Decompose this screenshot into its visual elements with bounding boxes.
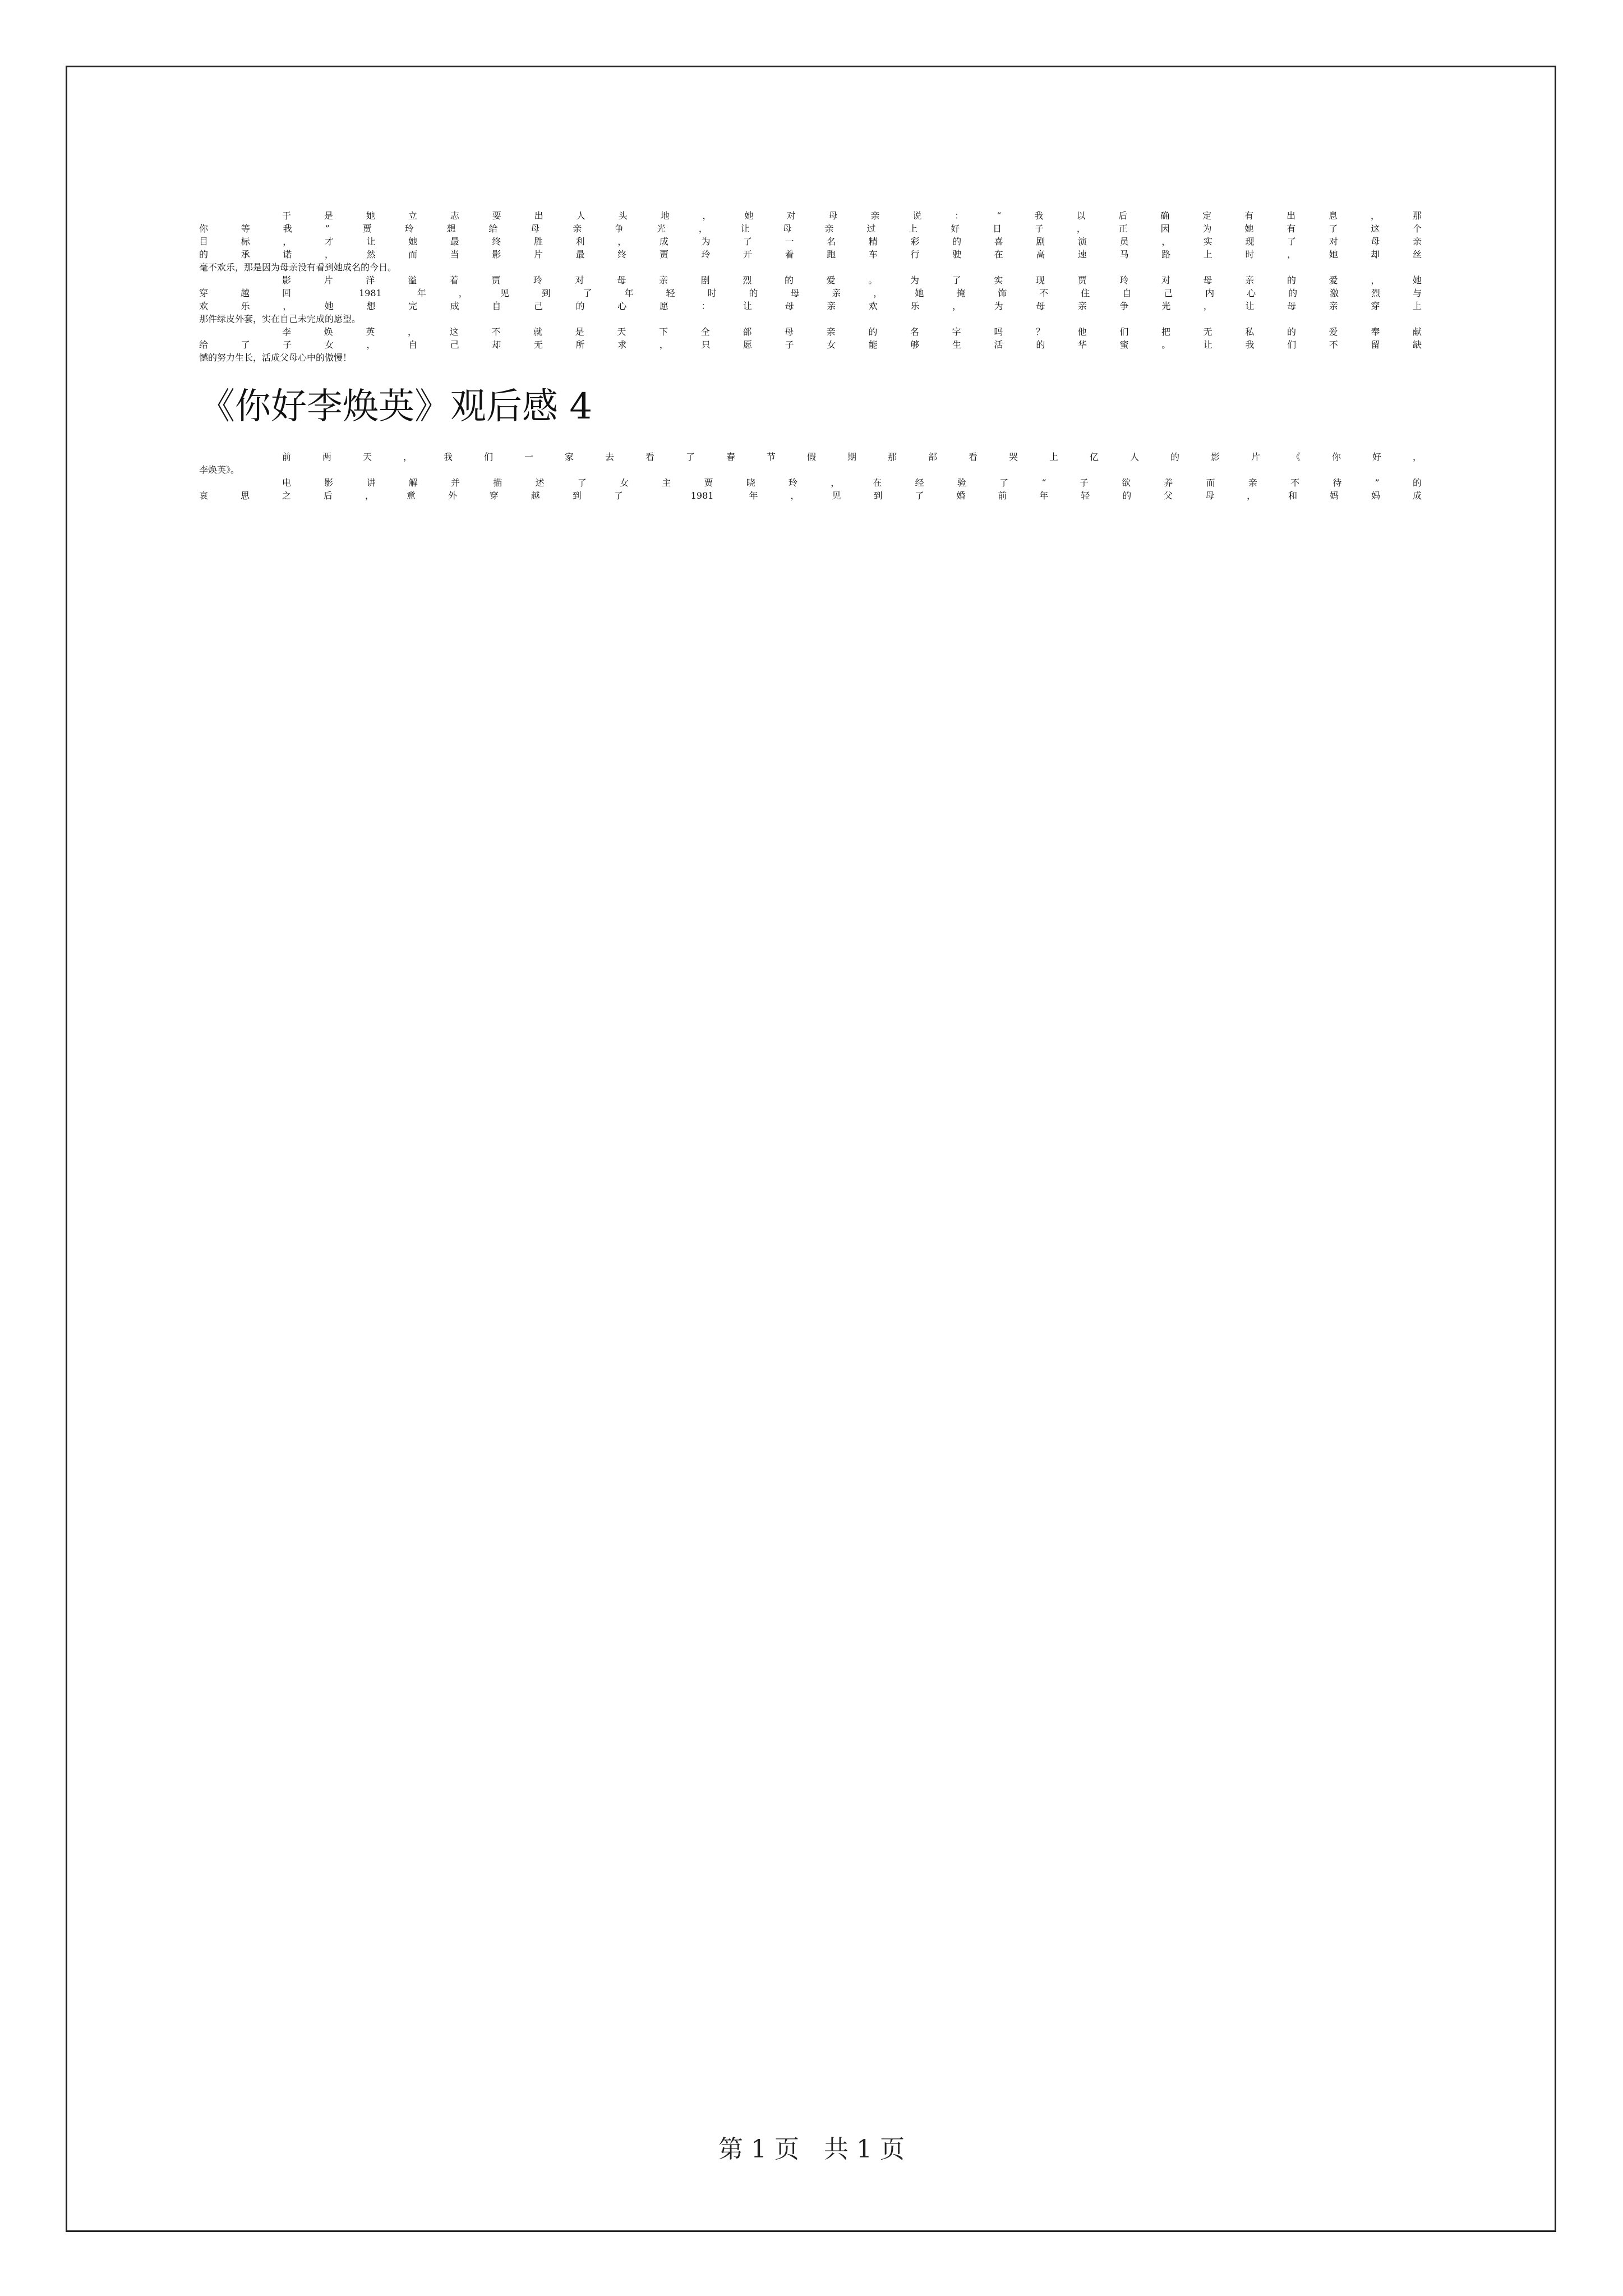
paragraph	[199, 273, 1422, 325]
paragraph	[199, 476, 1422, 501]
text-line: 你等我”贾玲想给母亲争光，让母亲过上好日子，正因为她有了这个	[199, 223, 1422, 234]
text-line: 穿越回 1981 年，见到了年轻时的母亲，她掩饰不住自己内心的激烈与	[199, 288, 1422, 298]
text-line: 那件绿皮外套，实在自己未完成的愿望。	[199, 314, 361, 324]
text-line: 给了子女，自己却无所求，只愿子女能够生活的华蜜。让我们不留缺	[199, 339, 1422, 350]
text-line: 电影讲解并描述了女主贾晓玲，在经验了“子欲养而亲不待”的	[282, 477, 1422, 488]
section-title: 《你好李焕英》观后感 4	[199, 386, 593, 427]
text-line: 毫不欢乐，那是因为母亲没有看到她成名的今日。	[199, 262, 397, 273]
text-line: 目标，才让她最终胜利，成为了一名精彩的喜剧演员，实现了对母亲	[199, 236, 1422, 247]
text-line: 憾的努力生长，活成父母心中的傲慢！	[199, 352, 352, 363]
text-line: 的承诺，然而当影片最终贾玲开着跑车行驶在高速马路上时，她却丝	[199, 249, 1422, 260]
text-line: 影片洋溢着贾玲对母亲剧烈的爱。为了实现贾玲对母亲的爱，她	[282, 275, 1422, 286]
document-body	[199, 209, 1422, 501]
page-number-footer: 第 1 页 共 1 页	[718, 2135, 905, 2164]
paragraph	[199, 209, 1422, 273]
text-line: 李焕英，这不就是天下全部母亲的名字吗？他们把无私的爱奉献	[282, 326, 1422, 337]
paragraph	[199, 325, 1422, 364]
text-line: 前两天，我们一家去看了春节假期那部看哭上亿人的影片《你好，	[282, 452, 1422, 462]
text-line: 于是她立志要出人头地，她对母亲说：“我以后确定有出息，那	[282, 210, 1422, 221]
text-line: 哀思之后，意外穿越到了 1981 年，见到了婚前年轻的父母，和妈妈成	[199, 490, 1422, 501]
text-line: 李焕英》。	[199, 464, 240, 475]
paragraph	[199, 450, 1422, 476]
text-line: 欢乐，她想完成自己的心愿：让母亲欢乐，为母亲争光，让母亲穿上	[199, 301, 1422, 311]
